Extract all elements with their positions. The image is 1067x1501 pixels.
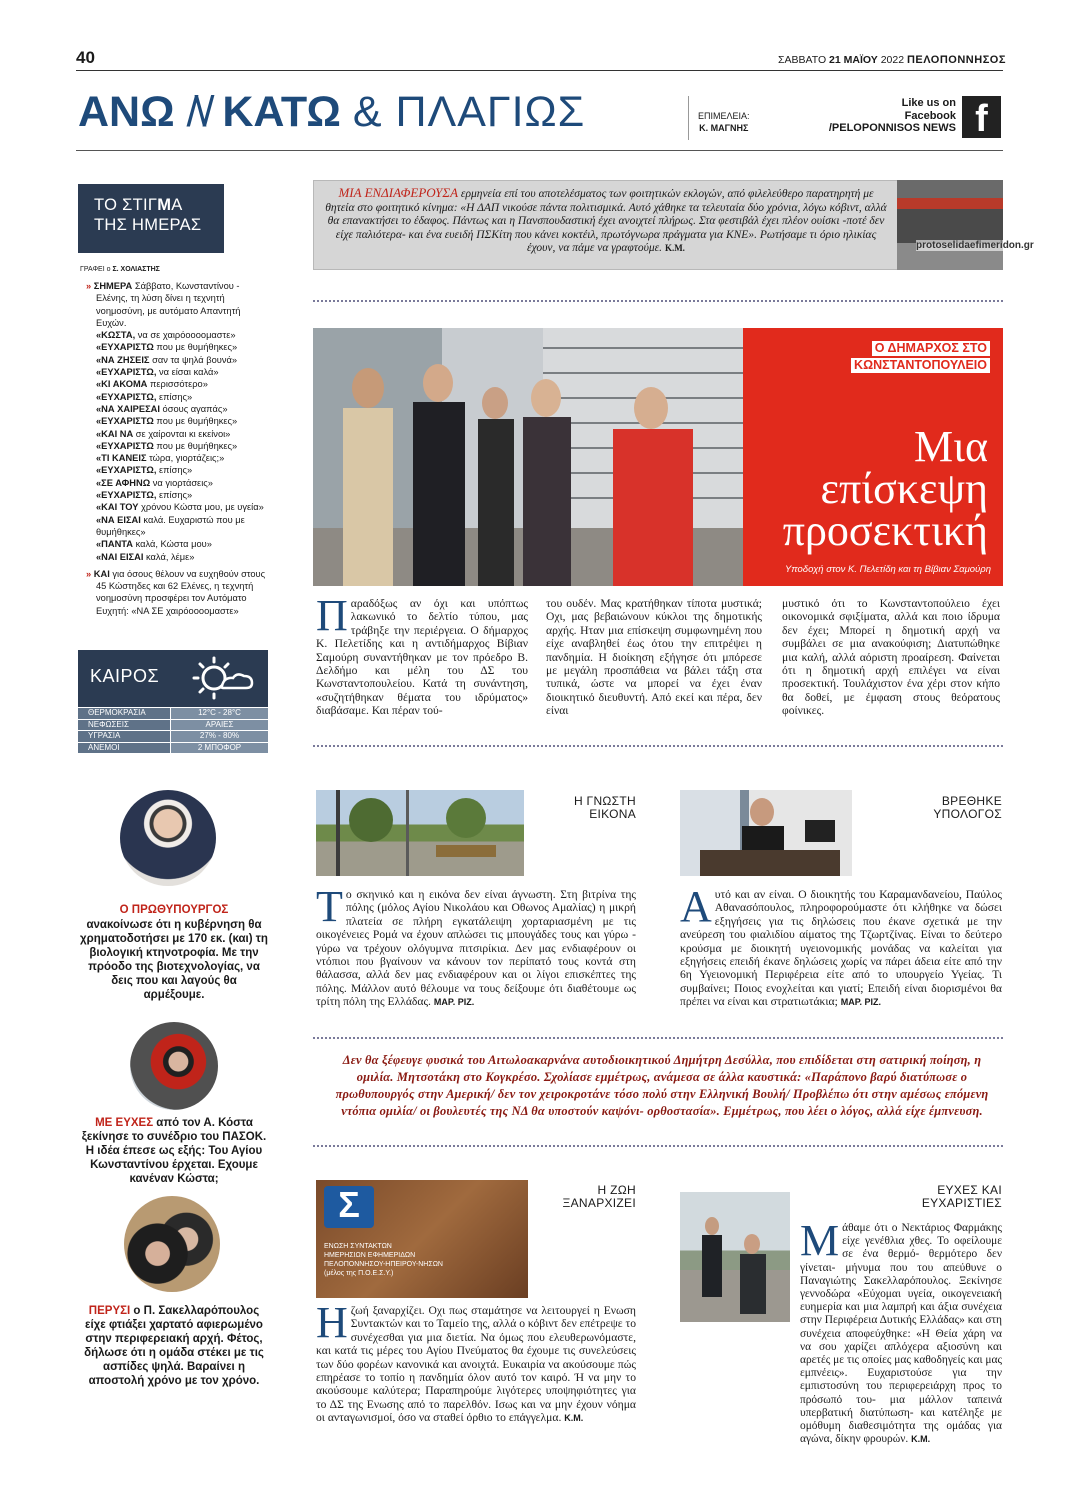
main-title-2: επίσκεψη [820, 464, 988, 513]
weather-table [78, 708, 268, 754]
weather-value: 2 ΜΠΟΦΟΡ [171, 743, 268, 754]
weather-label: ΑΝΕΜΟΙ [78, 743, 170, 754]
wish-item: «ΕΥΧΑΡΙΣΤΩ, να είσαι καλά» [96, 367, 219, 378]
weather-row [78, 708, 268, 719]
pm-photo [120, 790, 216, 886]
date-bold: 21 ΜΑΪΟΥ [829, 54, 878, 66]
desyllas-text: Δεν θα ξέφευγε φυσικά του Αιτωλοακαρνάνα αυτοδιοικητικού Δημήτρη Δεσύλλα, που επιδίδεται στη σατιρική ποίηση, η ομιλία. Μητσοτάκη στο Κογκρέσο. Σχολίασε εμμέτρως, ανάμεσα σε άλλα καυστικά: «Παράπονο βαρύ διατύπωσε ο πρωθυπουργός στην Αμερική/ δεν τον χειροκροτάνε τόσο πολύ στην Ελληνική Βουλή/ Προβλέπω ότι στην αμέσως επόμενη ντόπια ομιλία/ οι βουλευτές της ΝΔ θα υποστούν καψόνι- ορθοστασία». Εμμέτρως, που λέει ο λόγος, αλλά είχε έμπνευση. [335, 1053, 989, 1118]
date-line [778, 54, 1006, 66]
stigma-line2: ΤΗΣ ΗΜΕΡΑΣ [94, 216, 202, 234]
pm-title: Ο ΠΡΩΘΥΠΟΥΡΓΟΣ [119, 904, 229, 916]
paper-name: ΠΕΛΟΠΟΝΝΗΣΟΣ [906, 54, 1006, 66]
weather-row [78, 731, 268, 742]
zoi-text: Η ζωή ξαναρχίζει. Οχι πως σταμάτησε να λειτουργεί η Ενωση Συντακτών και το Ταμείο της, αλλά ο κόβιντ δεν επέτρεψε το συνέχεσθαι για μια διετία. Να όμως που ελευθερωνόμαστε, και κατά τις μέρες του Αγίου Πνεύματος θα έχουμε τις συνελεύσεις των δύο φορέων κανονικά και ανοιχτά. Ευκαιρία να ακούσουμε πώς επηρέασε το τοπίο η πανδημία όλον αυτό τον καιρό. Ή να μην το ακούσουμε καλύτερα; Παραπηρούμε λιγότερες υποψηφιότητες για το ΔΣ της Ενωσης από το παρελθόν. Ισως και να μην έχουν νόημα οι ανταγωνισμοί, όσο να σταθεί όρθιο το επάγγελμα. Κ.Μ. [316, 1298, 636, 1425]
persi-text: ΠΕΡΥΣΙ ο Π. Σακελλαρόπουλος είχε φτιάξει χαρτατό αφιερωμένο στην περιφερειακή αρχή. Φέτος, δήλωσε ότι η ομάδα στέκει με τις ασπίδες ψηλά. Βαραίνει η αποστολή χρόνο με τον χρόνο. [84, 1305, 264, 1387]
title-kato: ΚΑΤΩ [222, 88, 341, 136]
divider-4 [313, 1145, 1003, 1147]
header-rule [76, 70, 1003, 71]
weather-value: 12°C - 28°C [171, 708, 268, 719]
wish-item: «ΝΑ ΕΙΣΑΙ καλά. Ευχαριστώ που με θυμήθηκες» [96, 514, 245, 537]
weather-row [78, 743, 268, 754]
top-box-text: ΜΙΑ ΕΝΔΙΑΦΕΡΟΥΣΑ ερμηνεία επί του αποτελέσματος των φοιτητικών εκλογών, από φιλελεύθερο παρατηρητή με θητεία στο φοιτητικό κίνημα: «Η ΔΑΠ νικούσε πάντα πολιτισμικά. Αυτό χάθηκε τα τελευταία δύο χρόνια, λόγω κόβιντ, αλλά θα επανακτήσει το έδαφος. Πάντως και η Πανσπουδαστική έχει ανοιχτεί πλήρως. Στα φεστιβάλ έχει πλέον ουίσκι -ποτέ δεν είχε παλιότερα- και ένα ευειδή ΠΣΚίτη που κάνει κοκτέιλ, πρωτόγνωρα πράγματα για ΚΝΕ». Ρωτήσαμε τι όριο ηλικίας έχουν, να πάμε να γραφτούμε. Κ.Μ. [325, 185, 887, 254]
zoi-title: Η ΖΩΗ ΞΑΝΑΡΧΙΖΕΙ [562, 1183, 636, 1210]
wish-item: «ΚΩΣΤΑ, να σε χαιρόοοοομαστε» [96, 330, 236, 341]
title-ano: ΑΝΩ [78, 88, 175, 136]
weather-label: ΝΕΦΩΣΕΙΣ [78, 720, 170, 731]
fb-line3: /PELOPONNISOS NEWS [828, 122, 956, 134]
author-line: ΓΡΑΦΕΙ ο Σ. ΧΟΛΙΑΣΤΗΣ [80, 266, 160, 273]
wish-item: «ΝΑ ΖΗΣΕΙΣ σαν τα ψηλά βουνά» [96, 354, 238, 365]
wish-item: «ΕΥΧΑΡΙΣΤΩ, επίσης» [96, 465, 193, 476]
fb-block [800, 97, 956, 135]
editor-name: Κ. ΜΑΓΝΗΣ [699, 123, 749, 133]
facebook-icon[interactable]: f [962, 96, 1001, 138]
wish-item: «ΤΙ ΚΑΝΕΙΣ τώρα, γιορτάζεις;» [96, 453, 225, 464]
wish-item: «ΚΙ ΑΚΟΜΑ περισσότερο» [96, 379, 208, 390]
kicker-line1: Ο ΔΗΜΑΡΧΟΣ ΣΤΟ [872, 341, 990, 356]
gnosti-title: Η ΓΝΩΣΤΗ ΕΙΚΟΝΑ [573, 794, 636, 821]
weather-row [78, 720, 268, 731]
wish-item: «ΕΥΧΑΡΙΣΤΩ, επίσης» [96, 490, 193, 501]
main-caption: Υποδοχή στον Κ. Πελετίδη και τη Βίβιαν Σαμούρη [784, 564, 991, 575]
union-logo-symbol: Σ [338, 1184, 360, 1225]
stigma-column [86, 280, 270, 617]
main-photo [313, 328, 743, 586]
main-col1: Παραδόξως αν όχι και υπόπτως λακωνικό το δελτίο τύπου, μας τράβηξε την περιέργεια. Ο δήμαρχος Κ. Πελετίδης και η αντιδήμαρχος Βίβιαν Σαμούρη συναντήθηκαν με τον πρόεδρο Β. Δελδήμο και μέλη του ΔΣ του Κωνσταντοπουλείου. Κατά τη συνάντηση, «συζητήθηκαν θέματα του ιδρύματος» διαβάσαμε. Και πέραν τού- [316, 591, 528, 718]
title-sep: /\/ [186, 88, 211, 136]
date-year: 2022 [880, 54, 905, 66]
wish-list [86, 329, 270, 563]
weather-title: ΚΑΙΡΟΣ [90, 666, 160, 686]
weather-value: 27% - 80% [171, 731, 268, 742]
weather-value: ΑΡΑΙΕΣ [171, 720, 268, 731]
header-rule-2 [76, 150, 1003, 151]
gnosti-text: Το σκηνικό και η εικόνα δεν είναι άγνωστη. Στη βιτρίνα της πόλης (μόλος Αγίου Νικολάου και Οθωνος Αμαλίας) η μικρή πλατεία σε πλήρη εγκατάλειψη χορταριασμένη με τις οικογένειες Ρομά να έχουν απλώσει τις μπουγάδες τους και γύρω - γύρω να τρέχουν ολόγυμνα πιτσιρίκια. Δεν μας ενδιαφέρουν οι ντόπιοι που βγαίνουν να κάνουν τον περίπατό τους κοντά στη θάλασσα, αλλά δεν μας ενδιαφέρουν και οι λίγοι επισκέπτες της πόλης. Μάλλον αυτό θέλουμε να τους δείξουμε ότι διαθέτουμε ως τρίτη πόλη της Ελλάδας. ΜΑΡ. ΡΙΖ. [316, 882, 636, 1009]
gnosti-photo [316, 790, 524, 876]
editor-label: ΕΠΙΜΕΛΕΙΑ: [698, 111, 750, 121]
wishes2-text: ΜΕ ΕΥΧΕΣ από τον Α. Κόστα ξεκίνησε το συνέδριο του ΠΑΣΟΚ. Η ιδέα έπεσε ως εξής: Του Αγίου Κωνσταντίνου έρχεται. Εχουμε κανέναν Κώστα; [81, 1117, 267, 1185]
stigma-box [78, 184, 224, 253]
ypologos-text: Αυτό και αν είναι. Ο διοικητής του Καραμανδανείου, Παύλος Αθανασόπουλος, πληροφορούμαστε ότι κλήθηκε να δώσει εξηγήσεις για τις δηλώσεις που έκανε σχετικά με την ανεύρεση του φιαλιδίου αίματος της Τζωρτζίνας. Είναι το δεύτερο κρούσμα με διοικητή υγειονομικής μονάδας να καλείται για εξηγήσεις επειδή έκανε δηλώσεις χωρίς να πάρει άδεια είτε από την 6η Υγειονομική Περιφέρεια είτε από το υπουργείο Υγείας. Τι συμβαίνει; Ποιος ενοχλείται και γιατί; Επειδή είναι διορισμένοι θα πρέπει να είναι και στρατιωτάκια; ΜΑΡ. ΡΙΖ. [680, 882, 1002, 1009]
wish-item: «ΕΥΧΑΡΙΣΤΩ που με θυμήθηκες» [96, 342, 238, 353]
section-title [78, 88, 585, 136]
top-box-photo [897, 180, 1003, 270]
divider-2 [313, 745, 1003, 747]
wish-item: «ΕΥΧΑΡΙΣΤΩ που με θυμήθηκες» [96, 440, 238, 451]
eyxes-title: ΕΥΧΕΣ ΚΑΙ ΕΥΧΑΡΙΣΤΙΕΣ [921, 1183, 1002, 1210]
main-title-3: προσεκτική [782, 506, 988, 555]
wish-item: «ΠΑΝΤΑ καλά, Κώστα μου» [96, 539, 212, 550]
editor-divider [688, 96, 689, 140]
sakellaropoulos-photo [124, 1196, 220, 1292]
weather-label: ΥΓΡΑΣΙΑ [78, 731, 170, 742]
union-logo-text: ΕΝΩΣΗ ΣΥΝΤΑΚΤΩΝ ΗΜΕΡΗΣΙΩΝ ΕΦΗΜΕΡΙΔΩΝ ΠΕΛΟΠΟΝΝΗΣΟΥ-ΗΠΕΙΡΟΥ-ΝΗΣΩΝ (μέλος της Π.Ο.Ε.Σ.Υ.) [324, 1243, 443, 1277]
stigma-first: » ΣΗΜΕΡΑ Σάββατο, Κωνσταντίνου - Ελένης, τη λύση δίνει η τεχνητή νοημοσύνη, με αυτόματο Απαντητή Ευχών. [86, 281, 241, 328]
wish-item: «ΕΥΧΑΡΙΣΤΩ, επίσης» [96, 391, 193, 402]
title-plagios: & ΠΛΑΓΙΩΣ [352, 88, 586, 136]
watermark: protoselidaefimeridon.gr [916, 240, 1034, 251]
ypologos-photo [680, 790, 852, 876]
divider-1 [313, 300, 1003, 302]
page-number: 40 [76, 48, 95, 67]
fb-line2: Facebook [904, 109, 956, 122]
stigma-last: » ΚΑΙ για όσους θέλουν να ευχηθούν στους 45 Κώστηδες και 62 Ελένες, η τεχνητή νοημοσύνη προσφέρει τον Αυτόματο Ευχητή: «ΝΑ ΣΕ χαιρόοοοομαστε» [86, 568, 266, 616]
weather-label: ΘΕΡΜΟΚΡΑΣΙΑ [78, 708, 170, 719]
wish-item: «ΝΑΙ ΕΙΣΑΙ καλά, λέμε» [96, 551, 195, 562]
kicker-line2: ΚΩΝΣΤΑΝΤΟΠΟΥΛΕΙΟ [851, 358, 990, 373]
pm-text: ανακοίνωσε ότι η κυβέρνηση θα χρηματοδοτήσει με 170 εκ. (και) τη βιολογική κτηνοτροφία. Με την πρόοδο της βιοτεχνολογίας, να δεις που και λαγούς θα αρμέξουμε. [80, 919, 268, 1001]
main-title-1: Μια [913, 422, 988, 471]
main-kicker [840, 341, 990, 373]
fb-line1: Like us on [901, 97, 956, 109]
date-prefix: ΣΑΒΒΑΤΟ [778, 54, 827, 66]
kostas-photo [130, 1022, 218, 1110]
wish-item: «ΝΑ ΧΑΙΡΕΣΑΙ όσους αγαπάς» [96, 403, 228, 414]
stigma-line1: ΤΟ ΣΤΙΓΜΑ [94, 196, 183, 214]
wish-item: «ΕΥΧΑΡΙΣΤΩ που με θυμήθηκες» [96, 416, 238, 427]
wish-item: «ΚΑΙ ΝΑ σε χαίρονται κι εκείνοι» [96, 428, 231, 439]
zoi-logo [316, 1180, 528, 1298]
wish-item: «ΣΕ ΑΦΗΝΩ να γιορτάσεις» [96, 477, 213, 488]
main-title [743, 422, 988, 555]
divider-3 [313, 1037, 1003, 1039]
main-col3: μυστικό ότι το Κωνσταντοπούλειο έχει οικονομικά σφιξίματα, αλλά και ποιο ίδρυμα δεν έχει; Μπορεί η δημοτική αρχή να συμβάλει σε μια ανακούφιση; Διατυπώθηκε μια καλή, αλλά αόριστη προαίρεση. Φαίνεται ότι η δημοτική αρχή επιλέγει να είναι προσεκτική. Τουλάχιστον ένα χέρι στον κήπο θα δοθεί, με έμφαση στους θεόρατους φοίνικες. [782, 597, 1000, 718]
wish-item: «ΚΑΙ ΤΟΥ χρόνου Κώστα μου, με υγεία» [96, 502, 264, 513]
ypologos-title: ΒΡΕΘΗΚΕ ΥΠΟΛΟΓΟΣ [933, 794, 1002, 821]
editor-block [698, 110, 750, 134]
eyxes-text: Μάθαμε ότι ο Νεκτάριος Φαρμάκης είχε γενέθλια χθες. Το οφείλουμε σε ένα θερμό- θερμότερο δεν γίνεται- μήνυμα που του απεύθυνε ο Παναγιώτης Σακελλαρόπουλος. Ξεκίνησε γεννοδώρα «Εύχομαι υγεία, οικογενειακή ευημερία και μια λαμπρή και άξια συνέχεια στην Περιφέρεια Δυτικής Ελλάδας» και στη συνέχεια αποφεύχθηκε: «Η Θεία χάρη να να σου χαρίζει απλόχερα αξιοσύνη και αρετές με τις οποίες μας καθοδηγείς και μας εμπνέεις». Ευχαριστούσε για την εμπιστοσύνη του περιφερειάρχη προς το πρόσωπό του- μια μάλλον ταπεινά υπερβατική διατύπωση- και κατέληξε με ομόθυμη διαθεσιμότητα της ομάδας για αγώνα, δίκην φρουρών. Κ.Μ. [800, 1216, 1002, 1446]
main-col2: του ουδέν. Μας κρατήθηκαν τίποτα μυστικά; Οχι, μας βεβαιώνουν κύκλοι της δημοτικής αρχής. Ηταν μια επίσκεψη συμφωνημένη που είχε αναβληθεί έως ότου την επιτρέψει η πανδημία. Η διοίκηση εξήγησε ότι μπόρεσε με μεγάλη προσπάθεια να βάλει τάξη στα τυπικά, ώστε να μπορεί να έχει έναν διοικητικό διευθυντή. Από εκεί και πέρα, δεν είναι [546, 597, 762, 718]
sun-cloud-icon [184, 654, 264, 704]
eyxes-photo [680, 1192, 790, 1322]
